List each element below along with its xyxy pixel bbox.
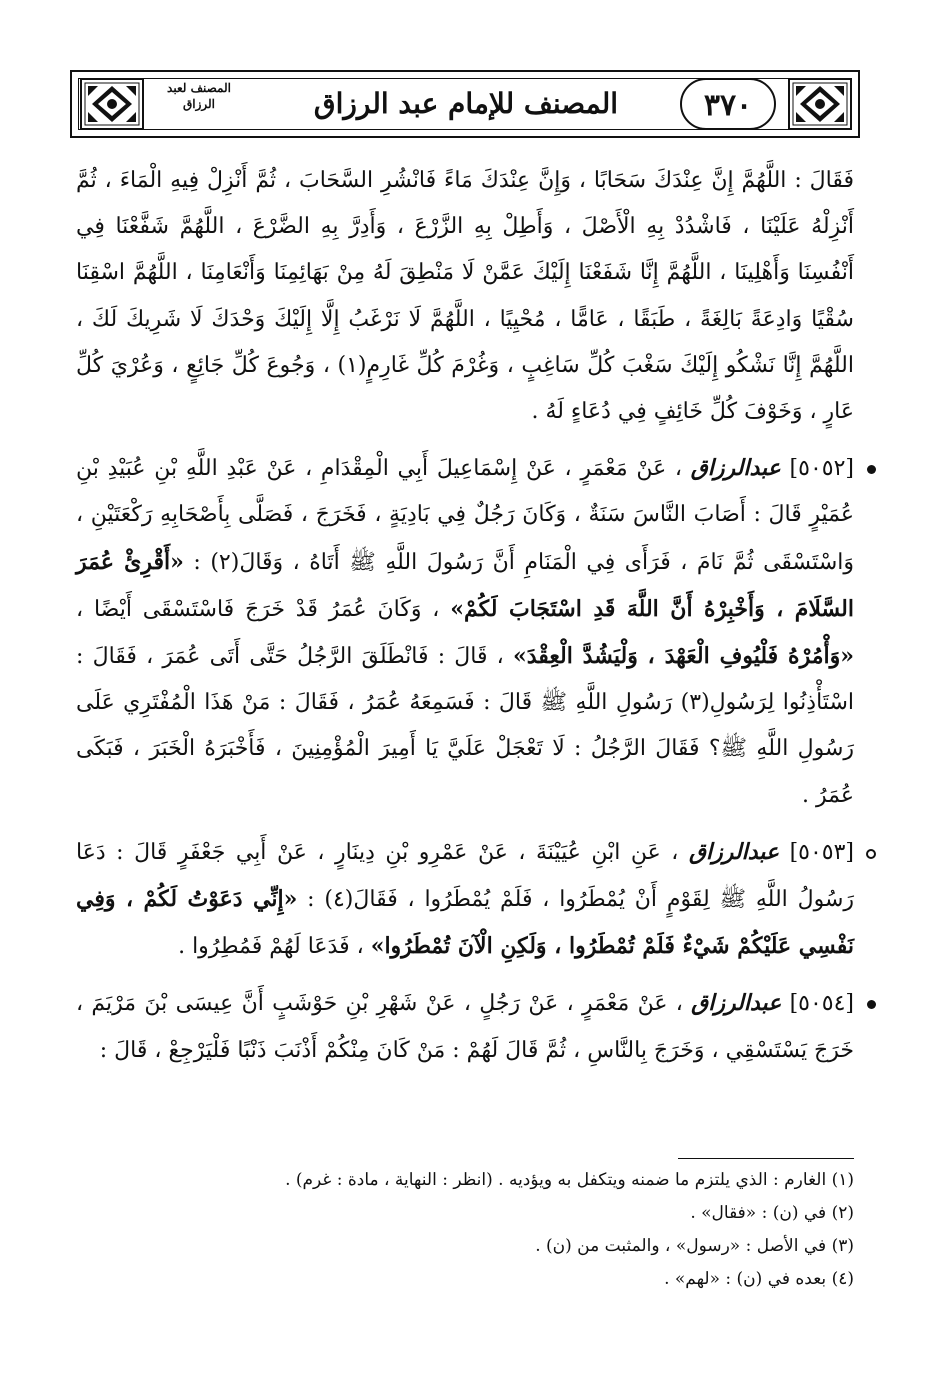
hadith-5053 — [76, 829, 854, 971]
main-text — [76, 158, 854, 1074]
hadith-text: ، عَنْ مَعْمَرٍ ، عَنْ إِسْمَاعِيلَ أَبِي الْمِقْدَامِ ، عَنْ عَبْدِ اللَّهِ بْنِ عُبَيْدِ بْنِ عُمَيْرٍ قَالَ : أَصَابَ النَّاسَ سَنَةٌ ، وَكَانَ رَجُلٌ فِي بَادِيَةٍ ، فَخَرَجَ ، فَصَلَّى بِأَصْحَابِهِ رَكْعَتَيْنِ ، وَاسْتَسْقَى ثُمَّ نَامَ ، فَرَأَى فِي الْمَنَامِ أَنَّ رَسُولَ اللَّهِ ﷺ أَتَاهُ ، وَقَالَ(٢) : — [76, 456, 854, 575]
footnote-3: (٣) في الأصل : «رسول» ، والمثبت من (ن) . — [535, 1236, 854, 1256]
paragraph-text: فَقَالَ : اللَّهُمَّ إِنَّ عِنْدَكَ سَحَابًا ، وَإِنَّ عِنْدَكَ مَاءً فَانْشُرِ السَّحَابَ ، ثُمَّ أَنْزِلْ فِيهِ الْمَاءَ ، ثُمَّ أَنْزِلْهُ عَلَيْنَا ، فَاشْدُدْ بِهِ الْأَصْلَ ، وَأَطِلْ بِهِ الزَّرْعَ ، وَأَدِرَّ بِهِ الضَّرْعَ ، اللَّهُمَّ شَفَّعْنَا فِي أَنْفُسِنَا وَأَهْلِينَا ، اللَّهُمَّ إِنَّا شَفَعْنَا إِلَيْكَ عَمَّنْ لَا مَنْطِقَ لَهُ مِنْ بَهَائِمِنَا وَأَنْعَامِنَا ، اللَّهُمَّ اسْقِنَا سُقْيًا وَادِعَةً بَالِغَةً ، طَبَقًا ، عَامًّا ، مُحْيِيًا ، اللَّهُمَّ لَا نَرْغَبُ إِلَّا إِلَيْكَ وَحْدَكَ لَا شَرِيكَ لَكَ ، اللَّهُمَّ إِنَّا نَشْكُو إِلَيْكَ سَغْبَ كُلِّ سَاغِبٍ ، وَغُرْمَ كُلِّ غَارِمٍ(١) ، وَجُوعَ كُلِّ جَائِعٍ ، وَعُرْيَ كُلِّ عَارٍ ، وَخَوْفَ كُلِّ خَائِفٍ فِي دُعَاءٍ لَهُ . — [76, 168, 855, 425]
hadith-number: [٥٠٥٣] — [789, 839, 855, 865]
hadith-text: ، فَدَعَا لَهُمْ فَمُطِرُوا . — [178, 934, 364, 960]
hadith-quote: «إِنِّي دَعَوْتُ لَكُمْ ، وَفِي نَفْسِي عَلَيْكُمْ شَيْءٌ فَلَمْ تُمْطَرُوا ، وَلَكِنِ الْآنَ تُمْطَرُوا» — [76, 886, 854, 960]
hadith-quote: «وَأْمُرْهُ فَلْيُوفِ الْعَهْدَ ، وَلْيَشُدَّ الْعِقْدَ» — [512, 643, 854, 670]
footnote-4: (٤) بعده في (ن) : «لهم» . — [664, 1269, 854, 1289]
footnote-2: (٢) في (ن) : «فقال» . — [690, 1203, 854, 1223]
hadith-quote: «أَقْرِئْ عُمَرَ السَّلَامَ ، وَأَخْبِرْهُ أَنَّ اللَّهَ قَدِ اسْتَجَابَ لَكُمْ» — [76, 548, 854, 622]
ornament-right-icon — [788, 78, 852, 130]
page-number: ٣٧٠ — [680, 78, 776, 130]
paragraph-continuation — [76, 158, 854, 435]
ornament-left-icon — [80, 78, 144, 130]
footnote-separator — [678, 1158, 854, 1159]
hadith-text: ، عَنْ مَعْمَرٍ ، عَنْ رَجُلٍ ، عَنْ شَهْرِ بْنِ حَوْشَبٍ أَنَّ عِيسَى بْنَ مَرْيَمَ ، خَرَجَ يَسْتَسْقِي ، وَخَرَجَ بِالنَّاسِ ، ثُمَّ قَالَ لَهُمْ : مَنْ كَانَ مِنْكُمْ أَذْنَبَ ذَنْبًا فَلْيَرْجِعْ ، قَالَ : — [76, 991, 854, 1063]
hadith-5052 — [76, 445, 854, 819]
footnote-1: (١) الغارم : الذي يلتزم ما ضمنه ويتكفل به ويؤديه . (انظر : النهاية ، مادة : غرم) . — [285, 1170, 854, 1190]
hadith-text: ، قَالَ : فَانْطَلَقَ الرَّجُلُ حَتَّى أَتَى عُمَرَ ، فَقَالَ : اسْتَأْذِنُوا لِرَسُولِ(٣) رَسُولِ اللَّهِ ﷺ قَالَ : فَسَمِعَهُ عُمَرُ ، فَقَالَ : مَنْ هَذَا الْمُفْتَرِي عَلَى رَسُولِ اللَّهِ ﷺ؟ فَقَالَ الرَّجُلُ : لَا تَعْجَلْ عَلَيَّ يَا أَمِيرَ الْمُؤْمِنِينَ ، فَأَخْبَرَهُ الْخَبَرَ ، فَبَكَى عُمَرُ . — [76, 644, 854, 808]
hadith-source: عبدالرزاق — [688, 838, 780, 865]
page-title: المصنف للإمام عبد الرزاق — [313, 87, 619, 120]
hadith-source: عبدالرزاق — [691, 990, 782, 1017]
filled-bullet-icon — [867, 465, 876, 474]
hadith-5054 — [76, 980, 854, 1073]
hollow-bullet-icon — [866, 849, 876, 859]
footnotes — [76, 1166, 854, 1298]
hadith-source: عبدالرزاق — [690, 455, 781, 482]
hadith-text: ، عَنِ ابْنِ عُيَيْنَةَ ، عَنْ عَمْرِو بْنِ دِينَارٍ ، عَنْ أَبِي جَعْفَرٍ قَالَ : دَعَا رَسُولُ اللَّهِ ﷺ لِقَوْمٍ أَنْ يُمْطَرُوا ، فَلَمْ يُمْطَرُوا ، فَقَالَ(٤) : — [76, 839, 855, 913]
page-header — [70, 70, 862, 140]
logo-calligraphy: المصنف لعبد الرزاق — [167, 81, 231, 111]
filled-bullet-icon — [867, 1000, 876, 1009]
hadith-text: ، وَكَانَ عُمَرُ قَدْ خَرَجَ فَاسْتَسْقَى أَيْضًا ، — [76, 596, 440, 622]
hadith-number: [٥٠٥٢] — [789, 456, 854, 482]
hadith-number: [٥٠٥٤] — [789, 991, 855, 1017]
